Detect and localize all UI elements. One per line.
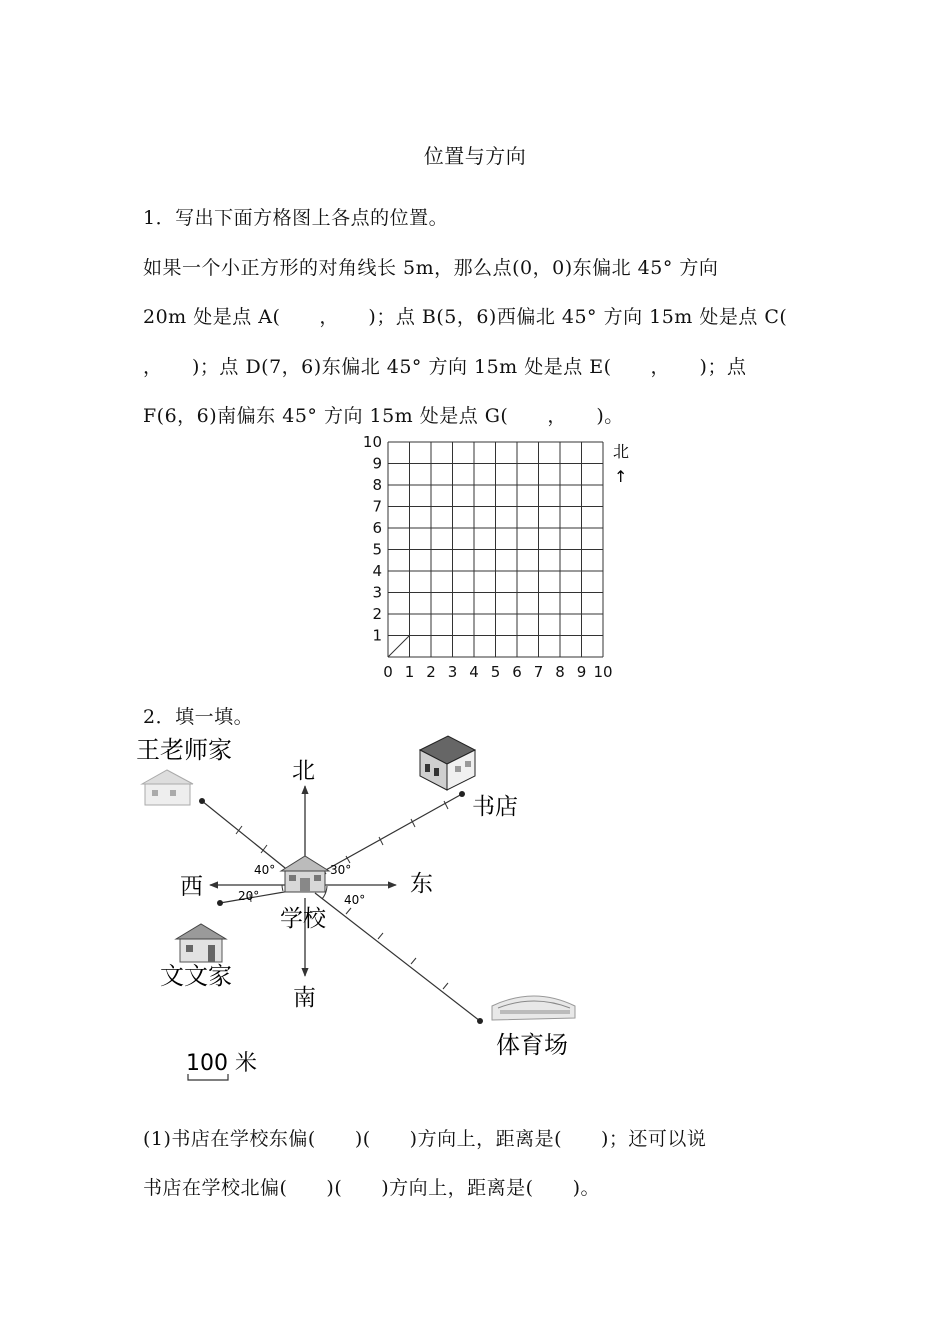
school-label: 学校 bbox=[280, 906, 326, 932]
grid-y-label: 7 bbox=[372, 497, 382, 516]
q2-sub1-line-1: (1)书店在学校东偏( )( )方向上，距离是( )；还可以说 bbox=[143, 1128, 707, 1150]
teacher-home-point bbox=[199, 798, 205, 804]
stadium-illustration bbox=[492, 996, 575, 1020]
east-label: 东 bbox=[410, 871, 433, 897]
grid-x-label: 7 bbox=[533, 663, 544, 681]
q1-text-line-2: 20m 处是点 A( ， )；点 B(5，6)西偏北 45° 方向 15m 处是点 C( bbox=[143, 306, 788, 328]
west-label: 西 bbox=[180, 874, 203, 900]
q2-heading: 2．填一填。 bbox=[143, 706, 254, 728]
page-title: 位置与方向 bbox=[423, 144, 527, 168]
ray-stadium bbox=[315, 893, 480, 1021]
grid-y-label: 4 bbox=[372, 562, 382, 580]
wenwen-home-point bbox=[217, 900, 223, 906]
grid-y-label: 1 bbox=[372, 626, 382, 645]
grid-y-label: 6 bbox=[372, 519, 382, 537]
angle-w-label: 20° bbox=[238, 889, 260, 903]
bookstore-illustration bbox=[420, 736, 475, 790]
grid-y-label: 3 bbox=[372, 583, 382, 602]
q1-text-line-1: 如果一个小正方形的对角线长 5m，那么点(0，0)东偏北 45° 方向 bbox=[143, 257, 719, 279]
scale-label: 100 米 bbox=[186, 1051, 257, 1076]
grid-x-label: 4 bbox=[469, 663, 479, 681]
grid-y-label: 9 bbox=[372, 454, 382, 473]
teacher-home-illustration bbox=[142, 770, 193, 805]
q1-text-line-3: ， )；点 D(7，6)东偏北 45° 方向 15m 处是点 E( ， )；点 bbox=[143, 356, 747, 378]
grid-y-label: 10 bbox=[362, 433, 382, 451]
wenwen-home-label: 文文家 bbox=[160, 962, 232, 990]
angle-nw-label: 40° bbox=[254, 863, 276, 877]
origin-diagonal bbox=[388, 635, 410, 657]
stadium-point bbox=[477, 1018, 483, 1024]
wenwen-home-illustration bbox=[176, 924, 226, 962]
grid-y-label: 2 bbox=[372, 605, 382, 623]
school-building bbox=[281, 856, 329, 892]
grid-x-label: 6 bbox=[512, 663, 522, 681]
bookstore-point bbox=[459, 791, 465, 797]
grid-x-label: 5 bbox=[490, 663, 501, 681]
grid-x-label: 9 bbox=[576, 663, 587, 681]
grid-north-arrow: ↑ bbox=[614, 467, 628, 486]
ray-teacher-home bbox=[202, 801, 295, 876]
q2-sub1-line-2: 书店在学校北偏( )( )方向上，距离是( )。 bbox=[143, 1177, 600, 1199]
angle-ne-label: 30° bbox=[330, 863, 352, 877]
grid-x-label: 1 bbox=[404, 663, 415, 681]
grid-y-label: 5 bbox=[372, 540, 382, 559]
q1-heading: 1．写出下面方格图上各点的位置。 bbox=[143, 207, 449, 229]
grid-x-label: 10 bbox=[593, 663, 613, 681]
q1-text-line-4: F(6，6)南偏东 45° 方向 15m 处是点 G( ， )。 bbox=[143, 405, 624, 427]
grid-y-label: 8 bbox=[372, 476, 382, 494]
coordinate-grid bbox=[360, 430, 640, 685]
angle-se-label: 40° bbox=[344, 893, 366, 907]
north-label: 北 bbox=[292, 758, 315, 784]
direction-map bbox=[130, 728, 610, 1098]
grid-x-label: 2 bbox=[426, 663, 436, 681]
grid-x-label: 8 bbox=[555, 663, 565, 681]
stadium-label: 体育场 bbox=[496, 1031, 568, 1059]
grid-x-label: 0 bbox=[383, 663, 393, 681]
south-label: 南 bbox=[293, 985, 316, 1011]
bookstore-label: 书店 bbox=[472, 794, 518, 820]
grid-x-label: 3 bbox=[447, 663, 458, 681]
grid-north-label: 北 bbox=[613, 442, 630, 461]
teacher-home-label: 王老师家 bbox=[136, 736, 232, 764]
